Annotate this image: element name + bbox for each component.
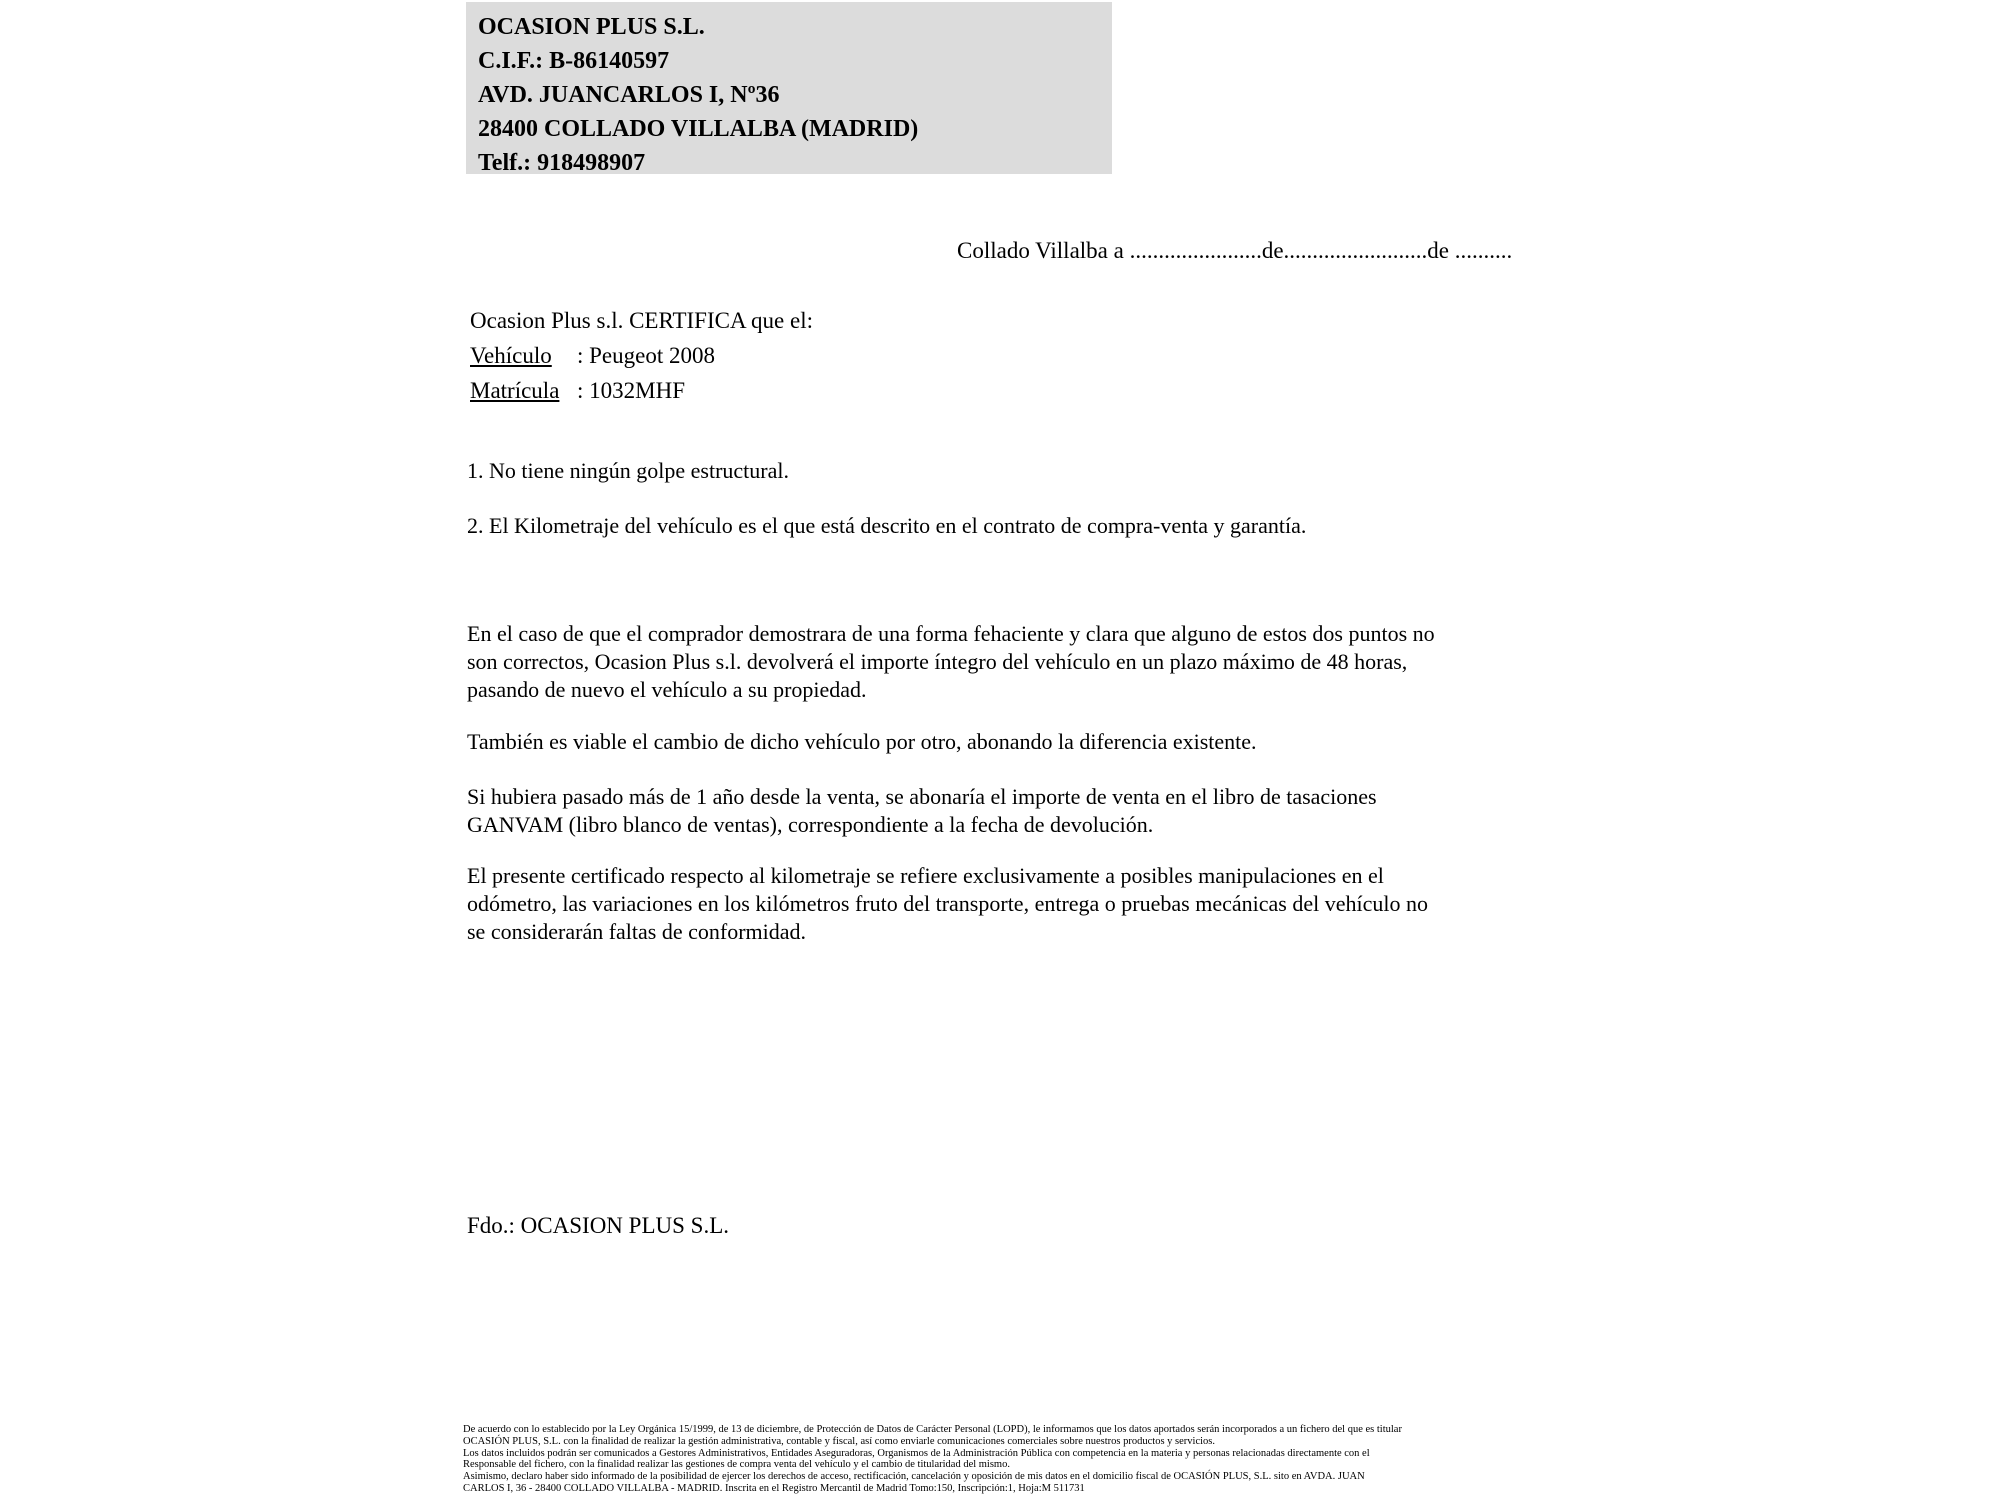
signature-line: Fdo.: OCASION PLUS S.L. <box>467 1213 729 1238</box>
paragraph-odometer <box>467 862 1557 946</box>
plate-value: : 1032MHF <box>577 378 685 403</box>
certification-intro: Ocasion Plus s.l. CERTIFICA que el: <box>470 308 813 333</box>
paragraph-line: En el caso de que el comprador demostrara de una forma fehaciente y clara que alguno de estos dos puntos no <box>467 621 1435 646</box>
point-1: 1. No tiene ningún golpe estructural. <box>467 458 789 483</box>
paragraph-refund <box>467 620 1557 704</box>
paragraph-line: GANVAM (libro blanco de ventas), correspondiente a la fecha de devolución. <box>467 812 1154 837</box>
footer-line-1: De acuerdo con lo establecido por la Ley Orgánica 15/1999, de 13 de diciembre, de Protección de Datos de Carácter Personal (LOPD), le informamos que los datos aportados serán incorporados a un fichero del que es titular <box>463 1424 1402 1435</box>
footer-line-3: Los datos incluidos podrán ser comunicados a Gestores Administrativos, Entidades Aseguradoras, Organismos de la Administración Pública con competencia en la materia y personas relacionadas directamente con el <box>463 1447 1370 1459</box>
footer-line-5: Asimismo, declaro haber sido informado de la posibilidad de ejercer los derechos de acceso, rectificación, cancelación y oposición de mis datos en el domicilio fiscal de OCASIÓN PLUS, S.L. sito en AVDA. JUAN <box>463 1471 1365 1483</box>
vehicle-value: : Peugeot 2008 <box>577 343 715 368</box>
paragraph-line: son correctos, Ocasion Plus s.l. devolverá el importe íntegro del vehículo en un plazo máximo de 48 horas, <box>467 649 1408 674</box>
plate-row <box>470 373 813 408</box>
company-name: OCASION PLUS S.L. <box>478 14 705 40</box>
plate-label: Matrícula <box>470 378 560 403</box>
vehicle-row <box>470 338 813 373</box>
footer-line-4: Responsable del fichero, con la finalidad realizar las gestiones de compra venta del vehículo y el cambio de titularidad del mismo. <box>463 1459 1010 1471</box>
paragraph-line: odómetro, las variaciones en los kilómetros fruto del transporte, entrega o pruebas mecánicas del vehículo no <box>467 891 1428 916</box>
footer-line-2: OCASIÓN PLUS, S.L. con la finalidad de realizar la gestión administrativa, contable y fiscal, así como enviarle comunicaciones comerciales sobre nuestros productos y servicios. <box>463 1435 1215 1447</box>
phone-line: Telf.: 918498907 <box>478 150 646 176</box>
paragraph-line: El presente certificado respecto al kilometraje se refiere exclusivamente a posibles manipulaciones en el <box>467 863 1384 888</box>
paragraph-line: También es viable el cambio de dicho vehículo por otro, abonando la diferencia existente. <box>467 729 1257 754</box>
legal-footer <box>463 1424 1573 1495</box>
paragraph-ganvam <box>467 783 1557 839</box>
cif-line: C.I.F.: B-86140597 <box>478 48 670 74</box>
paragraph-line: pasando de nuevo el vehículo a su propiedad. <box>467 677 867 702</box>
date-line: Collado Villalba a .......................de.........................de .......... <box>957 238 1513 263</box>
address-line: AVD. JUANCARLOS I, Nº36 <box>478 82 780 108</box>
footer-line-6: CARLOS I, 36 - 28400 COLLADO VILLALBA - MADRID. Inscrita en el Registro Mercantil de Madrid Tomo:150, Inscripción:1, Hoja:M 511731 <box>463 1482 1085 1494</box>
point-2: 2. El Kilometraje del vehículo es el que está descrito en el contrato de compra-venta y garantía. <box>467 513 1307 538</box>
paragraph-line: se considerarán faltas de conformidad. <box>467 919 807 944</box>
certification-block <box>470 303 813 408</box>
paragraph-line: Si hubiera pasado más de 1 año desde la venta, se abonaría el importe de venta en el libro de tasaciones <box>467 784 1377 809</box>
letterhead <box>466 2 1112 174</box>
paragraph-exchange <box>467 728 1557 756</box>
city-line: 28400 COLLADO VILLALBA (MADRID) <box>478 116 919 142</box>
vehicle-label: Vehículo <box>470 343 552 368</box>
